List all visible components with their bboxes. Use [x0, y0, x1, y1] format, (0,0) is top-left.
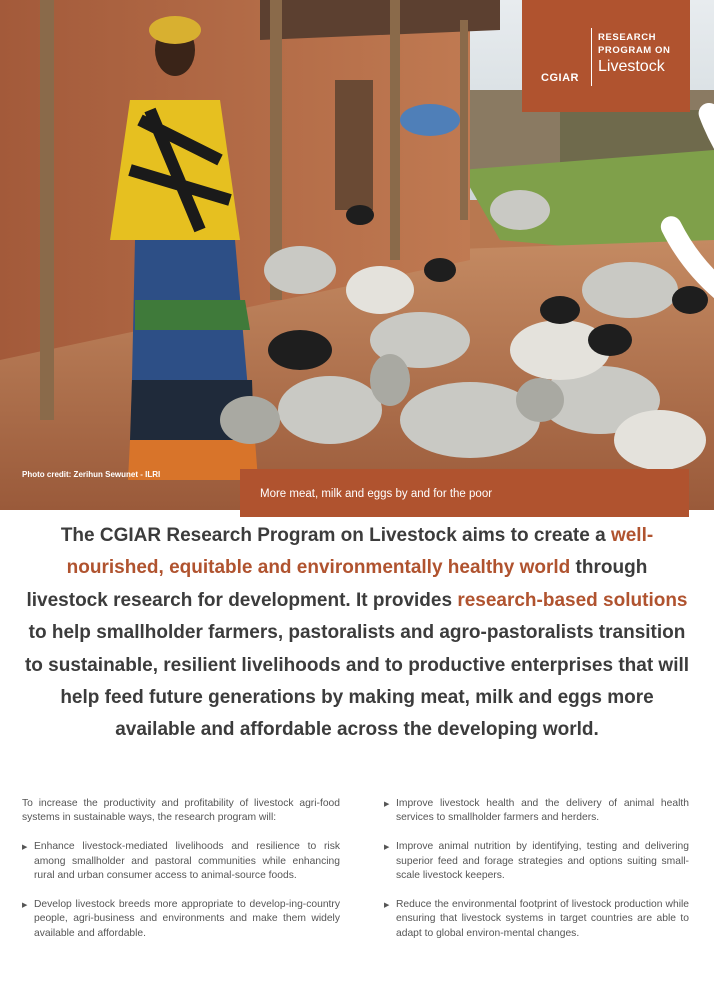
list-item: [22, 898, 340, 941]
intro-part-3: to help smallholder farmers, pastoralists and agro-pastoralists transition to sustainable, resilient livelihoods and to productive enterprises that will help feed future generations by making meat, milk and eggs more available and affordable across the developing world.: [24, 622, 690, 741]
list-item-text: Improve animal nutrition by identifying, testing and delivering superior feed and forage strategies and options suiting small-scale livestock keepers.: [396, 841, 689, 882]
list-item: [22, 840, 340, 883]
triangle-bullet-icon: ▶: [384, 801, 390, 808]
triangle-bullet-icon: ▶: [384, 844, 390, 852]
list-item-text: Enhance livestock-mediated livelihoods and resilience to risk among smallholder and pastoral communities while enhancing rural and urban consumer access to animal-source foods.: [34, 841, 340, 882]
photo-credit: Photo credit: Zerihun Sewunet - ILRI: [22, 470, 161, 479]
list-item-text: Reduce the environmental footprint of livestock production while ensuring that livestock systems in target countries are able to adapt to global environ-mental changes.: [396, 899, 689, 939]
intro-part-1: The CGIAR Research Program on Livestock aims to create a: [60, 525, 606, 546]
list-item-text: Develop livestock breeds more appropriate to develop-ing-country people, agri-business and environments and make them widely available and affordable.: [34, 899, 340, 939]
logo-org-name: CGIAR: [541, 72, 579, 84]
tagline-text: More meat, milk and eggs by and for the poor: [260, 488, 493, 500]
logo-line-program-on: PROGRAM ON: [598, 45, 671, 56]
objectives-list-right: [384, 797, 689, 941]
objectives-list-left: [22, 840, 340, 941]
list-item: [384, 797, 689, 826]
triangle-bullet-icon: ▶: [22, 844, 28, 852]
triangle-bullet-icon: ▶: [22, 902, 28, 910]
intro-highlight-2: research-based solutions: [457, 589, 688, 611]
logo-divider: [591, 28, 592, 86]
list-item: [384, 840, 689, 883]
body-column-right: [384, 797, 689, 956]
list-item: [384, 898, 689, 941]
list-item-text: Improve livestock health and the delivery of animal health services to smallholder farmers and herders.: [396, 798, 689, 824]
body-column-left: [22, 797, 340, 956]
tagline-banner: [240, 469, 689, 517]
triangle-bullet-icon: ▶: [384, 902, 390, 910]
intro-part-2: through livestock research for development. It provides: [26, 557, 648, 611]
intro-statement: [24, 520, 690, 747]
intro-highlight-1: well-nourished, equitable and environmentally healthy world: [66, 525, 654, 579]
logo-line-livestock: Livestock: [598, 58, 665, 75]
cgiar-livestock-logo: [522, 0, 690, 112]
body-lead-paragraph: To increase the productivity and profitability of livestock agri-food systems in sustainable ways, the research program will:: [22, 798, 340, 824]
logo-line-research: RESEARCH: [598, 32, 657, 43]
